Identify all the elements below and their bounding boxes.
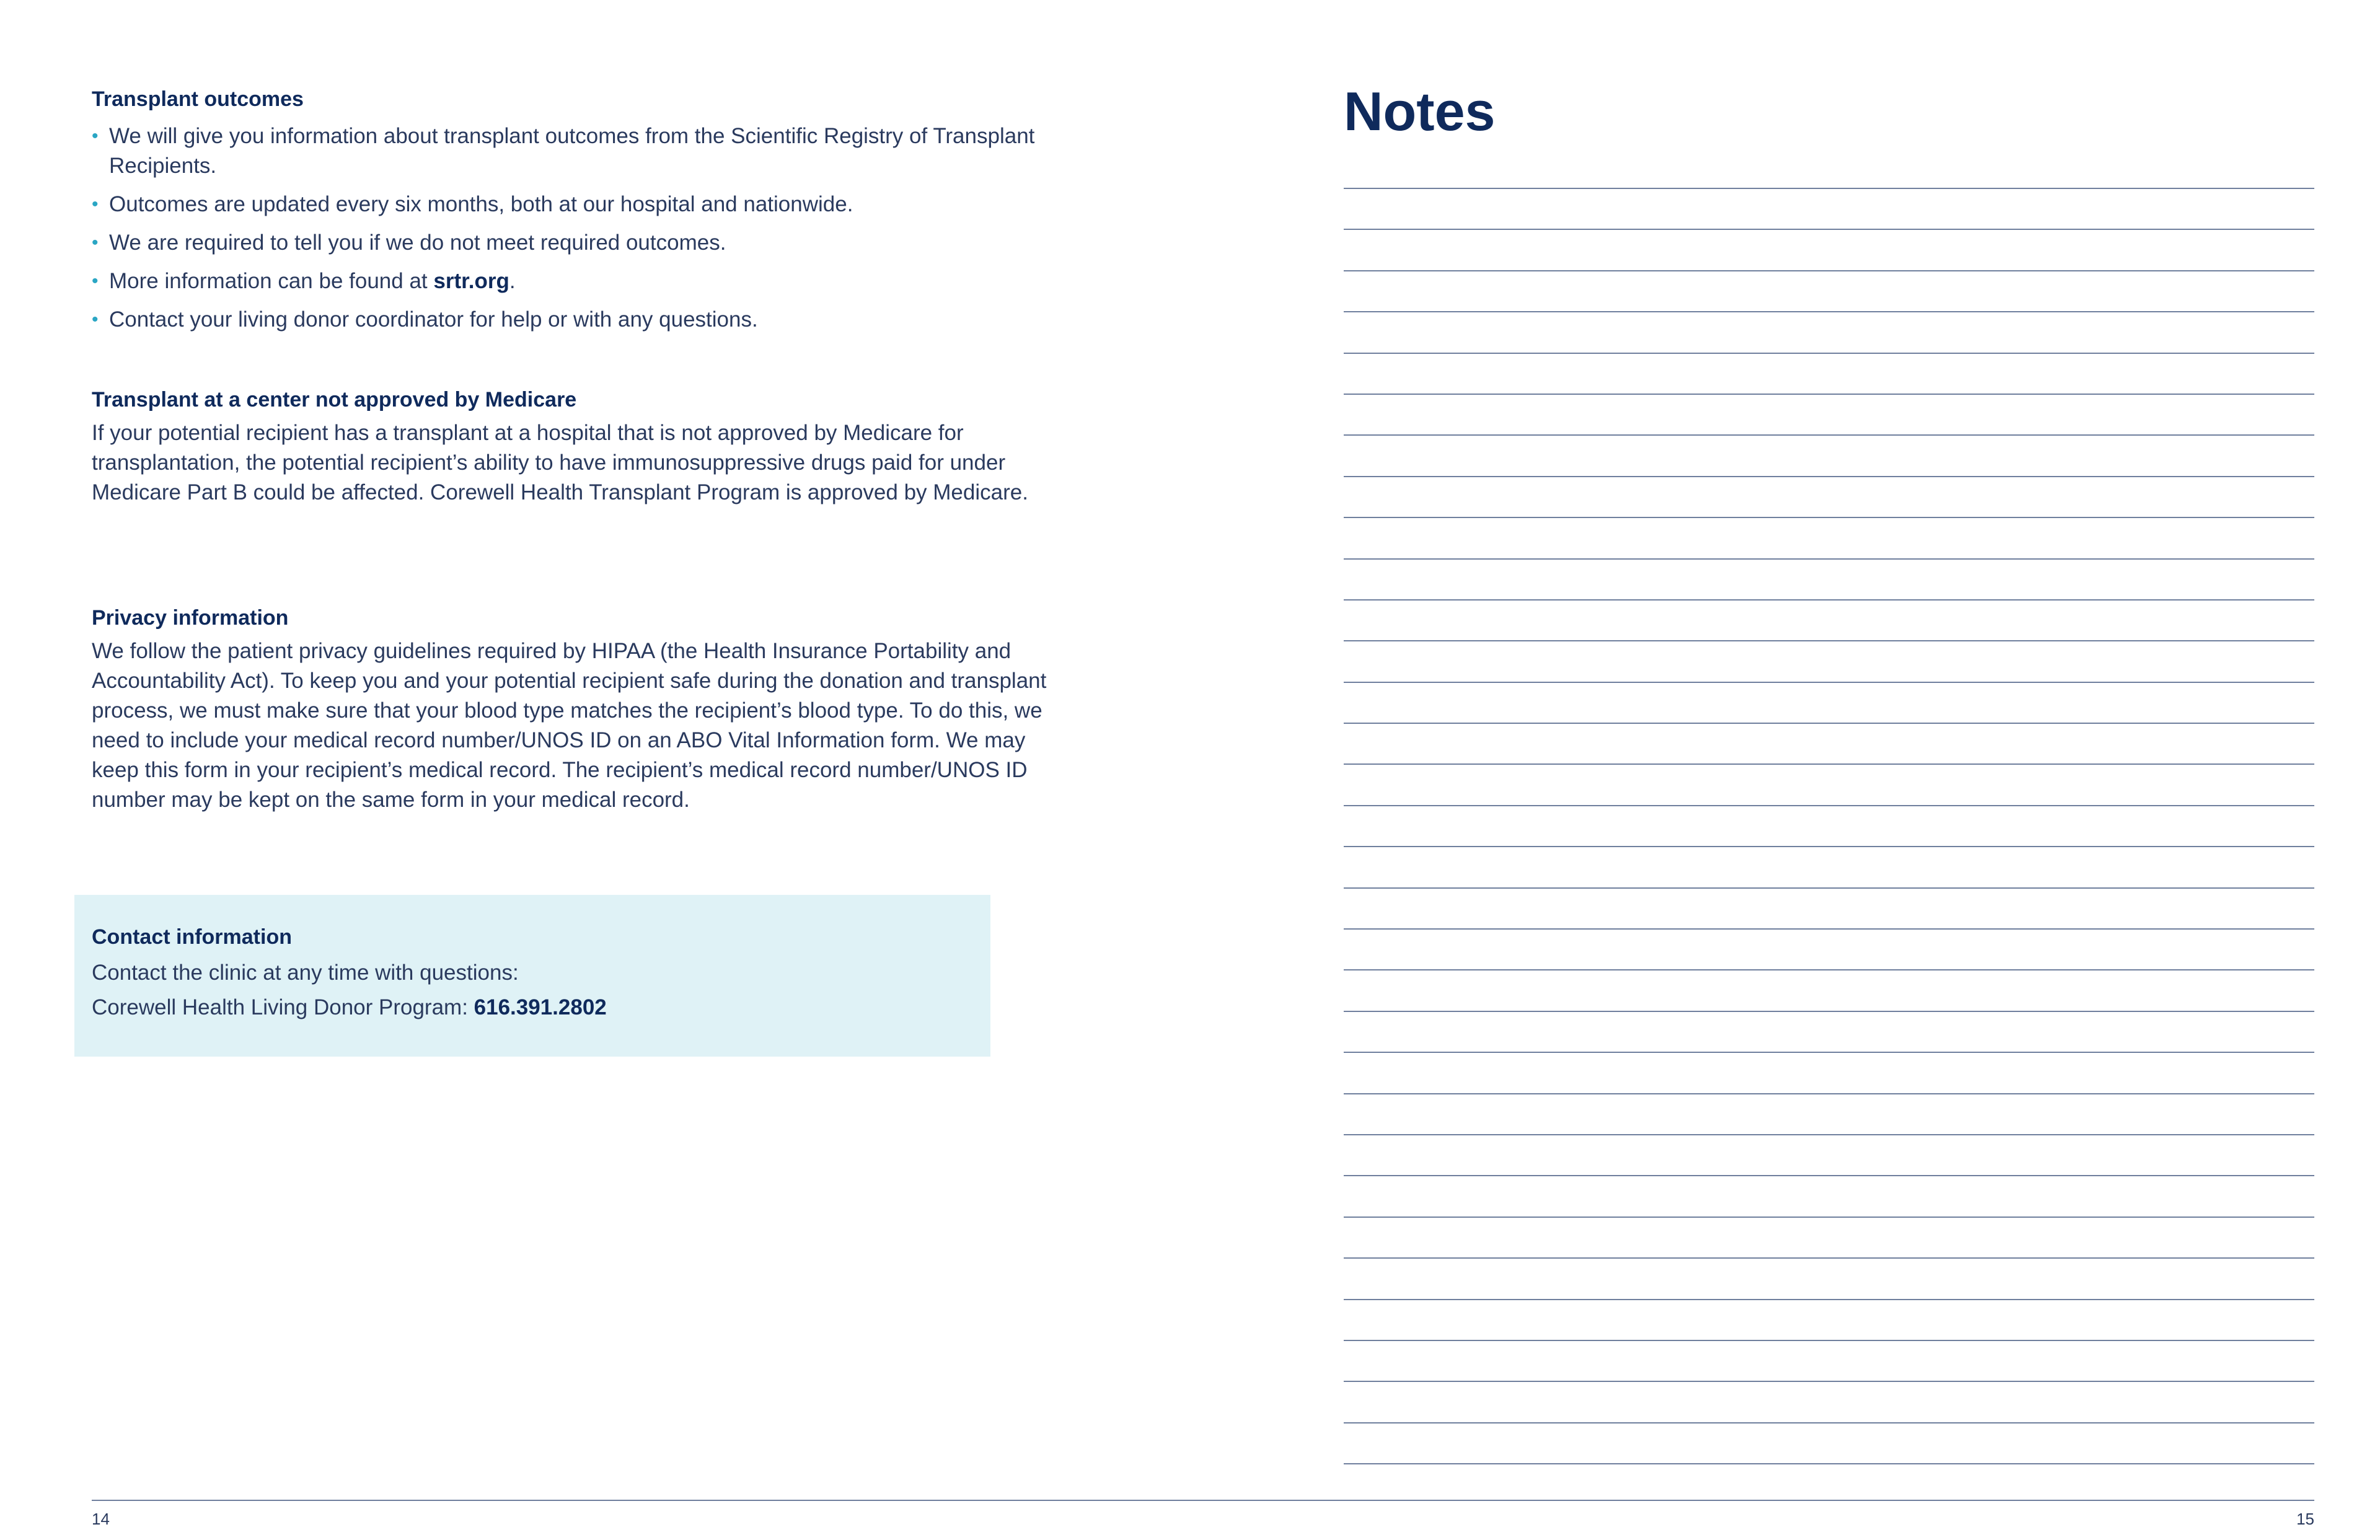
bullet-icon: • (92, 271, 99, 291)
note-line (1344, 1217, 2314, 1257)
note-line (1344, 928, 2314, 969)
page-number-left: 14 (92, 1510, 110, 1528)
list-item (92, 228, 1071, 258)
privacy-body: We follow the patient privacy guidelines required by HIPAA (the Health Insurance Portability and Accountability Act). To keep you and your potential recipient safe during the donation and transplant process, we must make sure that your blood type matches the recipient’s blood type. To do this, we need to include your medical record number/UNOS ID on an ABO Vital Information form. We may keep this form in your recipient’s medical record. The recipient’s medical record number/UNOS ID number may be kept on the same form in your medical record. (92, 639, 1047, 812)
note-line (1344, 640, 2314, 681)
note-line (1344, 887, 2314, 928)
footer-rule (92, 1500, 2314, 1501)
contact-line-1: Contact the clinic at any time with questions: (92, 961, 519, 985)
bullet-icon: • (92, 232, 99, 253)
note-line (1344, 846, 2314, 887)
note-line (1344, 476, 2314, 517)
note-line (1344, 1257, 2314, 1298)
note-line (1344, 394, 2314, 434)
note-line (1344, 517, 2314, 558)
contact-heading: Contact information (92, 925, 292, 949)
note-line (1344, 1299, 2314, 1340)
note-line (1344, 270, 2314, 311)
notes-title: Notes (1344, 81, 1496, 142)
note-line (1344, 723, 2314, 763)
note-line (1344, 1175, 2314, 1216)
transplant-outcomes-section (92, 84, 1071, 343)
note-line (1344, 353, 2314, 394)
bullet-icon: • (92, 126, 99, 146)
notes-lines (1344, 188, 2314, 1505)
note-line (1344, 1011, 2314, 1052)
note-line (1344, 1052, 2314, 1093)
note-line (1344, 1093, 2314, 1134)
list-item-text: Contact your living donor coordinator for help or with any questions. (109, 307, 758, 332)
note-line (1344, 188, 2314, 229)
transplant-outcomes-list (92, 121, 1071, 335)
list-item (92, 121, 1071, 181)
list-item-text: We will give you information about transplant outcomes from the Scientific Registry of Transplant Recipients. (109, 124, 1035, 178)
note-line (1344, 1422, 2314, 1463)
list-item-text: We are required to tell you if we do not meet required outcomes. (109, 231, 726, 255)
contact-program-label: Corewell Health Living Donor Program: (92, 995, 474, 1019)
list-item (92, 190, 1071, 219)
note-line (1344, 805, 2314, 846)
note-line (1344, 682, 2314, 723)
list-item (92, 266, 1071, 296)
note-line (1344, 763, 2314, 804)
contact-info-box (74, 895, 990, 1057)
medicare-body: If your potential recipient has a transplant at a hospital that is not approved by Medicare for transplantation, the potential recipient’s ability to have immunosuppressive drugs paid for under Medicare Part B could be affected. Corewell Health Transplant Program is approved by Medicare. (92, 421, 1028, 504)
bullet-icon: • (92, 194, 99, 214)
note-line (1344, 599, 2314, 640)
bullet-icon: • (92, 309, 99, 330)
list-item-text: More information can be found at (109, 269, 434, 293)
note-line (1344, 1340, 2314, 1381)
privacy-section (92, 603, 1071, 815)
note-line (1344, 1381, 2314, 1422)
contact-phone[interactable]: 616.391.2802 (474, 995, 607, 1019)
page-number-right: 15 (2296, 1510, 2314, 1528)
note-line (1344, 434, 2314, 475)
list-item (92, 305, 1071, 335)
note-line (1344, 1463, 2314, 1504)
note-line (1344, 969, 2314, 1010)
privacy-heading: Privacy information (92, 606, 289, 630)
list-item-text: Outcomes are updated every six months, both at our hospital and nationwide. (109, 192, 853, 216)
medicare-heading: Transplant at a center not approved by Medicare (92, 388, 577, 411)
list-item-suffix: . (509, 269, 516, 293)
medicare-section (92, 385, 1071, 508)
transplant-outcomes-heading: Transplant outcomes (92, 87, 304, 111)
note-line (1344, 229, 2314, 270)
contact-line-2 (92, 993, 973, 1023)
srtr-link[interactable]: srtr.org (433, 269, 509, 293)
note-line (1344, 311, 2314, 352)
note-line (1344, 558, 2314, 599)
note-line (1344, 1134, 2314, 1175)
